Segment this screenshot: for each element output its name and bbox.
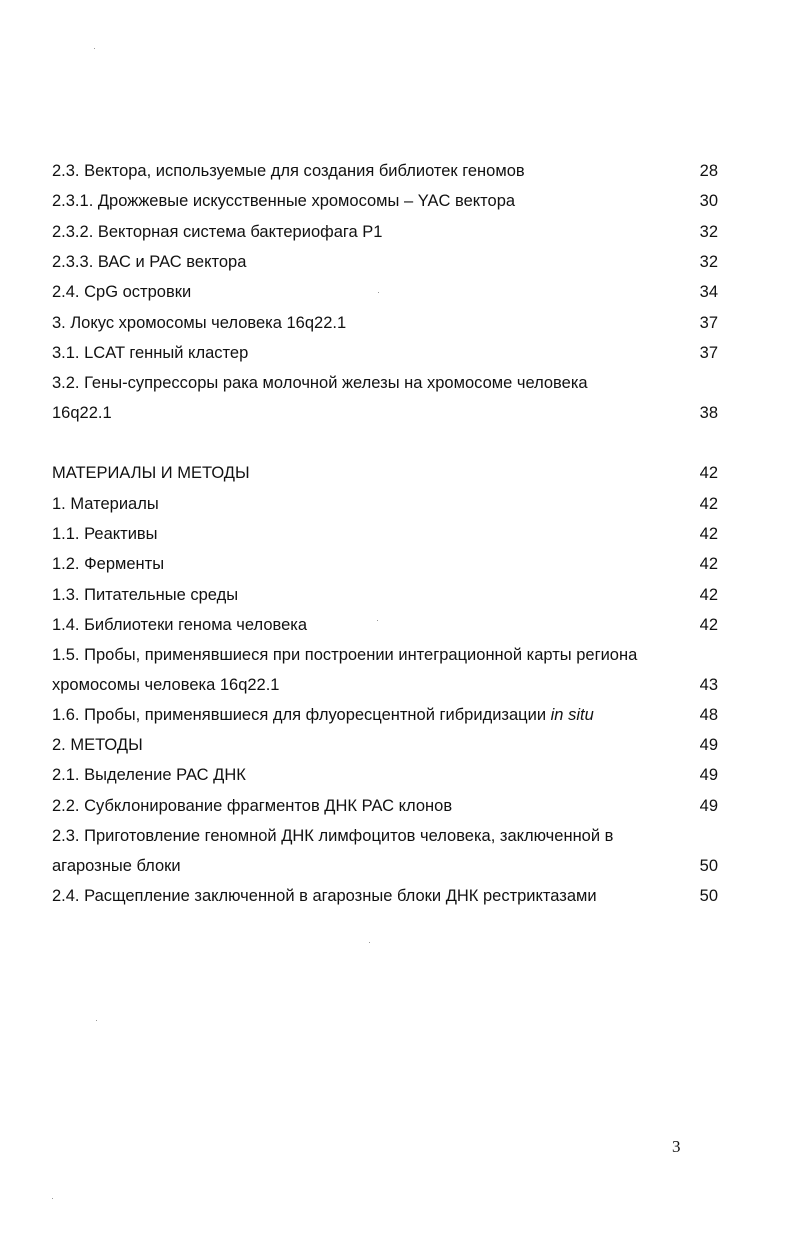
toc-entry-page: 42: [699, 525, 718, 543]
toc-entry-text: 1.1. Реактивы: [52, 525, 158, 543]
toc-entry: [52, 732, 718, 758]
scan-speck: [378, 292, 379, 293]
toc-entry: [52, 158, 718, 184]
toc-entry: [52, 853, 718, 879]
toc-entry: [52, 340, 718, 366]
scan-speck: [377, 620, 378, 621]
toc-entry-page: 32: [699, 223, 718, 241]
toc-entry: [52, 370, 718, 396]
scan-speck: [96, 1020, 97, 1021]
toc-entry-text: 2.3.1. Дрожжевые искусственные хромосомы – YAC вектора: [52, 192, 516, 210]
toc-entry-page: 38: [699, 404, 718, 422]
toc-entry-text: 2.2. Субклонирование фрагментов ДНК РАС клонов: [52, 797, 453, 815]
toc-entry: [52, 188, 718, 214]
toc-entry-page: 28: [699, 162, 718, 180]
toc-entry: [52, 400, 718, 426]
scan-speck: [52, 1198, 53, 1199]
toc-entry-page: 49: [699, 736, 718, 754]
toc-entry-page: 42: [699, 464, 718, 482]
toc-entry: [52, 219, 718, 245]
toc-entry-text: агарозные блоки: [52, 857, 181, 875]
toc-entry: [52, 823, 718, 849]
toc-entry-text: 16q22.1: [52, 404, 112, 422]
toc-entry: [52, 793, 718, 819]
toc-entry-text: 1.5. Пробы, применявшиеся при построении интеграционной карты региона: [52, 646, 638, 664]
toc-entry-page: 37: [699, 344, 718, 362]
toc-entry: [52, 551, 718, 577]
toc-entry-text: 3.2. Гены-супрессоры рака молочной железы на хромосоме человека: [52, 374, 588, 392]
toc-entry-page: 43: [699, 676, 718, 694]
scan-speck: [369, 942, 370, 943]
toc-entry-page: 50: [699, 887, 718, 905]
toc-entry-text: 1.3. Питательные среды: [52, 586, 239, 604]
toc-entry-text: 2.4. Расщепление заключенной в агарозные блоки ДНК рестриктазами: [52, 887, 597, 905]
toc-entry-text: 2.3. Вектора, используемые для создания библиотек геномов: [52, 162, 525, 180]
toc-entry-page: 49: [699, 766, 718, 784]
toc-entry-page: 42: [699, 555, 718, 573]
toc-entry-page: 42: [699, 586, 718, 604]
toc-entry-page: 42: [699, 495, 718, 513]
toc-entry: [52, 491, 718, 517]
toc-entry-text: 1.6. Пробы, применявшиеся для флуоресцентной гибридизации in situ: [52, 706, 594, 724]
toc-entry: [52, 310, 718, 336]
toc-entry: [52, 672, 718, 698]
toc-entry-page: 30: [699, 192, 718, 210]
toc-entry-text: 3. Локус хромосомы человека 16q22.1: [52, 314, 347, 332]
toc-entry: [52, 642, 718, 668]
toc-entry: [52, 883, 718, 909]
toc-entry-page: 37: [699, 314, 718, 332]
toc-entry-text: 1.4. Библиотеки генома человека: [52, 616, 308, 634]
toc-entry: [52, 521, 718, 547]
toc-entry: [52, 279, 718, 305]
toc-entry-page: 49: [699, 797, 718, 815]
toc-entry-page: 50: [699, 857, 718, 875]
toc-entry-text: 2.3.2. Векторная система бактериофага Р1: [52, 223, 383, 241]
toc-entry-page: 48: [699, 706, 718, 724]
toc-entry-text: 3.1. LCAT генный кластер: [52, 344, 249, 362]
toc-entry-page: 34: [699, 283, 718, 301]
toc-entry: [52, 762, 718, 788]
toc-entry-text: 1.2. Ферменты: [52, 555, 165, 573]
toc-entry-text: 2.1. Выделение РАС ДНК: [52, 766, 246, 784]
toc-entry: [52, 249, 718, 275]
toc-entry-text: 1. Материалы: [52, 495, 159, 513]
toc-entry-text: 2.3.3. ВАС и РАС вектора: [52, 253, 247, 271]
toc-entry-text: 2.4. CpG островки: [52, 283, 192, 301]
toc-entry: [52, 582, 718, 608]
toc-entry: [52, 612, 718, 638]
scan-speck: [94, 48, 95, 49]
toc-entry-italic: in situ: [550, 706, 594, 724]
toc-entry-text: МАТЕРИАЛЫ И МЕТОДЫ: [52, 464, 250, 482]
toc-entry-text: 2. МЕТОДЫ: [52, 736, 143, 754]
toc-entry-page: 32: [699, 253, 718, 271]
toc-entry-text: 2.3. Приготовление геномной ДНК лимфоцитов человека, заключенной в: [52, 827, 614, 845]
toc-section-heading: [52, 460, 718, 486]
toc-entry-text: хромосомы человека 16q22.1: [52, 676, 280, 694]
toc-entry: [52, 702, 718, 728]
page-number: 3: [672, 1137, 681, 1156]
toc-entry-page: 42: [699, 616, 718, 634]
